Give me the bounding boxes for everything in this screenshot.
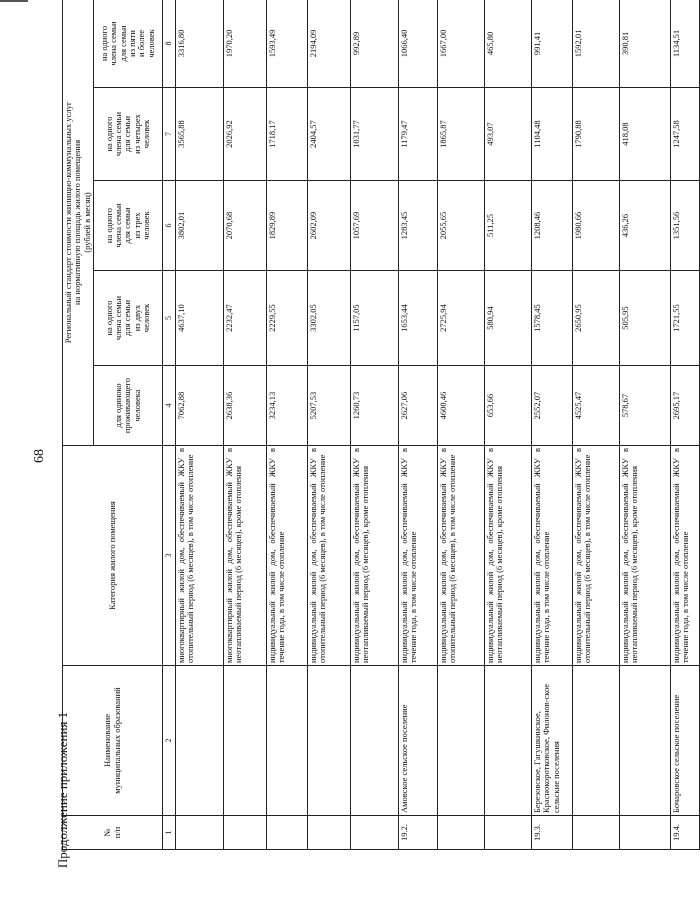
table-row xyxy=(671,0,700,850)
column-number: 5 xyxy=(163,271,176,366)
value-family-4: 1031,77 xyxy=(351,88,399,181)
value-family-3: 1980,66 xyxy=(573,181,620,271)
value-family-3: 1283,45 xyxy=(399,181,438,271)
value-single: 653,66 xyxy=(485,366,532,446)
row-category: индивидуальный жилой дом, обеспечиваемый ЖКУ в отопительный период (6 месяцев), в том числе отопление xyxy=(438,446,485,666)
value-family-4: 1179,47 xyxy=(399,88,438,181)
column-number: 2 xyxy=(163,666,176,816)
housing-cost-table xyxy=(62,0,700,850)
value-single: 2627,06 xyxy=(399,366,438,446)
value-family-2: 580,94 xyxy=(485,271,532,366)
value-family-3: 511,25 xyxy=(485,181,532,271)
value-family-5: 1592,01 xyxy=(573,0,620,88)
value-family-5: 465,80 xyxy=(485,0,532,88)
table-row xyxy=(620,0,671,850)
value-family-3: 1351,56 xyxy=(671,181,700,271)
value-family-4: 3565,88 xyxy=(176,88,224,181)
value-family-3: 2070,68 xyxy=(224,181,267,271)
value-family-4: 2026,92 xyxy=(224,88,267,181)
value-family-3: 1829,89 xyxy=(267,181,308,271)
value-family-3: 2602,09 xyxy=(308,181,351,271)
value-family-2: 1653,44 xyxy=(399,271,438,366)
row-municipality xyxy=(351,666,399,816)
value-single: 2638,36 xyxy=(224,366,267,446)
value-family-5: 3316,80 xyxy=(176,0,224,88)
row-category: индивидуальный жилой дом, обеспечиваемый ЖКУ в течение года, в том числе отопление xyxy=(267,446,308,666)
subheader-family-3: на одного члена семьи для семьи из трех человек xyxy=(94,181,163,271)
row-index xyxy=(573,816,620,850)
row-index xyxy=(176,816,224,850)
value-single: 2552,07 xyxy=(532,366,573,446)
subheader-family-5: на одного члена семьи для семьи из пяти и более человек xyxy=(94,0,163,88)
value-family-2: 1721,55 xyxy=(671,271,700,366)
row-municipality xyxy=(176,666,224,816)
value-family-5: 991,41 xyxy=(532,0,573,88)
value-family-2: 1157,05 xyxy=(351,271,399,366)
value-family-2: 2650,95 xyxy=(573,271,620,366)
value-family-2: 2229,55 xyxy=(267,271,308,366)
table-row xyxy=(351,0,399,850)
row-category: многоквартирный жилой дом, обеспечиваемый ЖКУ в отопительный период (6 месяцев), в том числе отопление xyxy=(176,446,224,666)
header-municipality: Наименование муниципальных образований xyxy=(63,666,163,816)
row-municipality xyxy=(573,666,620,816)
value-single: 7062,88 xyxy=(176,366,224,446)
row-municipality: Березовское, Гагушкинское, Краснокоротковское, Филонов-ское сельские поселения xyxy=(532,666,573,816)
value-family-4: 418,08 xyxy=(620,88,671,181)
table-row xyxy=(399,0,438,850)
value-family-5: 1667,00 xyxy=(438,0,485,88)
value-family-4: 2404,57 xyxy=(308,88,351,181)
value-family-2: 1578,45 xyxy=(532,271,573,366)
value-family-5: 1134,51 xyxy=(671,0,700,88)
row-category: индивидуальный жилой дом, обеспечиваемый ЖКУ в течение года, в том числе отопление xyxy=(671,446,700,666)
value-family-3: 1208,46 xyxy=(532,181,573,271)
table-row xyxy=(485,0,532,850)
row-index xyxy=(267,816,308,850)
value-family-4: 1104,48 xyxy=(532,88,573,181)
value-single: 1260,73 xyxy=(351,366,399,446)
continuation-heading: Продолжение приложения 1 xyxy=(55,711,70,869)
value-single: 578,67 xyxy=(620,366,671,446)
rotated-table-area xyxy=(62,0,691,850)
column-number: 6 xyxy=(163,181,176,271)
value-family-5: 1593,49 xyxy=(267,0,308,88)
header-standard-group: Региональный стандарт стоимости жилищно-коммунальных услуг на нормативную площадь жилого помещения (рублей в месяц) xyxy=(63,0,94,446)
table-body xyxy=(176,0,700,850)
value-family-2: 505,95 xyxy=(620,271,671,366)
row-category: многоквартирный жилой дом, обеспечиваемый ЖКУ в неотапливаемый период (6 месяцев), кроме отопления xyxy=(224,446,267,666)
header-row xyxy=(63,0,94,850)
column-number: 7 xyxy=(163,88,176,181)
value-family-5: 1066,40 xyxy=(399,0,438,88)
table-row xyxy=(267,0,308,850)
value-family-5: 2194,09 xyxy=(308,0,351,88)
header-index: № п/п xyxy=(63,816,163,850)
table-head xyxy=(63,0,176,850)
table-row xyxy=(308,0,351,850)
row-index xyxy=(438,816,485,850)
table-row xyxy=(176,0,224,850)
table-row xyxy=(224,0,267,850)
row-category: индивидуальный жилой дом, обеспечиваемый ЖКУ в неотапливаемый период (6 месяцев), кроме отопления xyxy=(620,446,671,666)
value-family-2: 3302,05 xyxy=(308,271,351,366)
value-single: 4525,47 xyxy=(573,366,620,446)
value-single: 2695,17 xyxy=(671,366,700,446)
row-index xyxy=(620,816,671,850)
value-family-3: 436,26 xyxy=(620,181,671,271)
value-family-2: 2725,94 xyxy=(438,271,485,366)
value-family-2: 2232,47 xyxy=(224,271,267,366)
subheader-family-2: на одного члена семьи для семьи из двух человек xyxy=(94,271,163,366)
row-municipality xyxy=(267,666,308,816)
column-number: 1 xyxy=(163,816,176,850)
table-row xyxy=(532,0,573,850)
row-index xyxy=(485,816,532,850)
value-family-4: 1247,58 xyxy=(671,88,700,181)
subheader-family-4: на одного члена семьи для семьи из четырех человек xyxy=(94,88,163,181)
row-category: индивидуальный жилой дом, обеспечиваемый ЖКУ в течение года, в том числе отопление xyxy=(399,446,438,666)
row-index: 19.2. xyxy=(399,816,438,850)
row-municipality xyxy=(308,666,351,816)
value-family-4: 1790,88 xyxy=(573,88,620,181)
value-family-5: 992,89 xyxy=(351,0,399,88)
value-family-4: 493,07 xyxy=(485,88,532,181)
scan-mark xyxy=(0,0,28,2)
row-municipality: Амовское сельское поселение xyxy=(399,666,438,816)
column-number: 3 xyxy=(163,446,176,666)
row-category: индивидуальный жилой дом, обеспечиваемый ЖКУ в отопительный период (6 месяцев), в том числе отопление xyxy=(308,446,351,666)
value-family-5: 1970,20 xyxy=(224,0,267,88)
value-family-3: 1057,69 xyxy=(351,181,399,271)
subheader-single: для одиноко проживающего человека xyxy=(94,366,163,446)
row-municipality xyxy=(438,666,485,816)
value-single: 5207,53 xyxy=(308,366,351,446)
row-municipality xyxy=(620,666,671,816)
column-number: 8 xyxy=(163,0,176,88)
row-index: 19.4. xyxy=(671,816,700,850)
row-category: индивидуальный жилой дом, обеспечиваемый ЖКУ в отопительный период (6 месяцев), в том числе отопление xyxy=(573,446,620,666)
table-row xyxy=(438,0,485,850)
row-index xyxy=(224,816,267,850)
value-single: 3234,13 xyxy=(267,366,308,446)
row-municipality xyxy=(224,666,267,816)
value-family-5: 390,81 xyxy=(620,0,671,88)
value-family-3: 3802,01 xyxy=(176,181,224,271)
column-number: 4 xyxy=(163,366,176,446)
table-row xyxy=(573,0,620,850)
row-municipality xyxy=(485,666,532,816)
row-index xyxy=(351,816,399,850)
row-category: индивидуальный жилой дом, обеспечиваемый ЖКУ в неотапливаемый период (6 месяцев), кроме отопления xyxy=(351,446,399,666)
value-family-4: 1718,17 xyxy=(267,88,308,181)
column-number-row xyxy=(163,0,176,850)
row-category: индивидуальный жилой дом, обеспечиваемый ЖКУ в течение года, в том числе отопление xyxy=(532,446,573,666)
row-index xyxy=(308,816,351,850)
row-category: индивидуальный жилой дом, обеспечиваемый ЖКУ в неотапливаемый период (6 месяцев), кроме отопления xyxy=(485,446,532,666)
value-family-2: 4637,10 xyxy=(176,271,224,366)
value-family-4: 1865,87 xyxy=(438,88,485,181)
header-category: Категория жилого помещения xyxy=(63,446,163,666)
page-number: 68 xyxy=(32,449,47,463)
value-family-3: 2055,65 xyxy=(438,181,485,271)
value-single: 4600,46 xyxy=(438,366,485,446)
row-municipality: Бочаровское сельское поселение xyxy=(671,666,700,816)
row-index: 19.3. xyxy=(532,816,573,850)
